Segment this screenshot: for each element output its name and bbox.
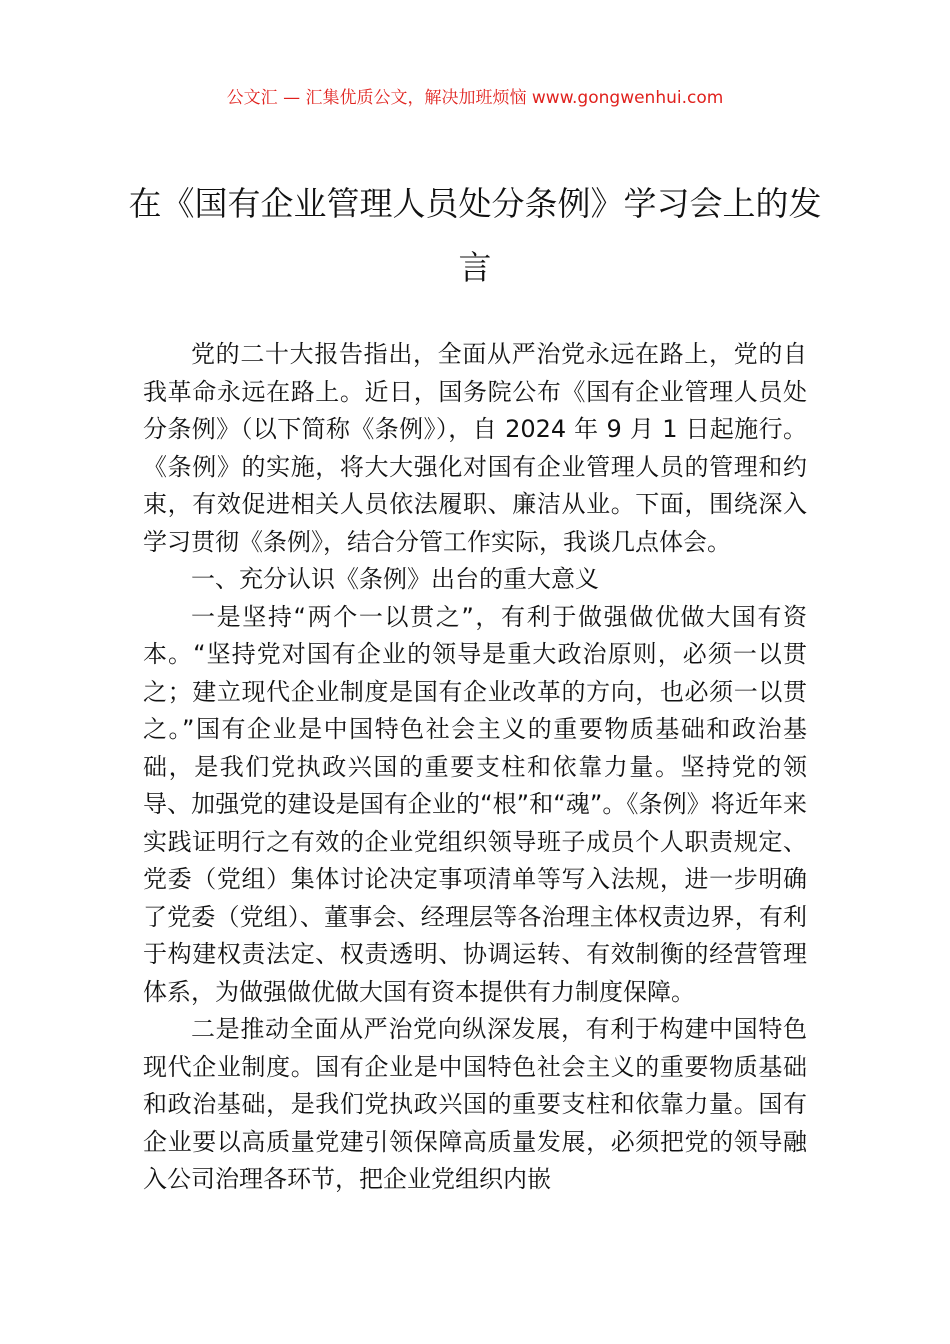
section-heading-1: 一、充分认识《条例》出台的重大意义 <box>191 565 599 593</box>
paragraph-point-2: 二是推动全面从严治党向纵深发展，有利于构建中国特色现代企业制度。国有企业是中国特色社会主义的重要物质基础和政治基础，是我们党执政兴国的重要支柱和依靠力量。国有企业要以高质量党建引领保障高质量发展，必须把党的领导融入公司治理各环节，把企业党组织内嵌 <box>143 1015 807 1193</box>
paragraph-point-1: 一是坚持“两个一以贯之”，有利于做强做优做大国有资本。“坚持党对国有企业的领导是重大政治原则，必须一以贯之；建立现代企业制度是国有企业改革的方向，也必须一以贯之。”国有企业是中国特色社会主义的重要物质基础和政治基础，是我们党执政兴国的重要支柱和依靠力量。坚持党的领导、加强党的建设是国有企业的“根”和“魂”。《条例》将近年来实践证明行之有效的企业党组织领导班子成员个人职责规定、党委（党组）集体讨论决定事项清单等写入法规，进一步明确了党委（党组）、董事会、经理层等各治理主体权责边界，有利于构建权责法定、权责透明、协调运转、有效制衡的经营管理体系，为做强做优做大国有资本提供有力制度保障。 <box>143 602 807 1006</box>
header-banner: 公文汇 — 汇集优质公文，解决加班烦恼 www.gongwenhui.com <box>226 88 724 108</box>
document-body <box>143 336 807 1199</box>
paragraph-intro: 党的二十大报告指出，全面从严治党永远在路上，党的自我革命永远在路上。近日，国务院公布《国有企业管理人员处分条例》（以下简称《条例》），自 2024 年 9 月 1 日起施行。《条例》的实施，将大大强化对国有企业管理人员的管理和约束，有效促进相关人员依法履职、廉洁从业。下面，围绕深入学习贯彻《条例》，结合分管工作实际，我谈几点体会。 <box>143 340 807 556</box>
document-title: 在《国有企业管理人员处分条例》学习会上的发言 <box>128 184 822 287</box>
